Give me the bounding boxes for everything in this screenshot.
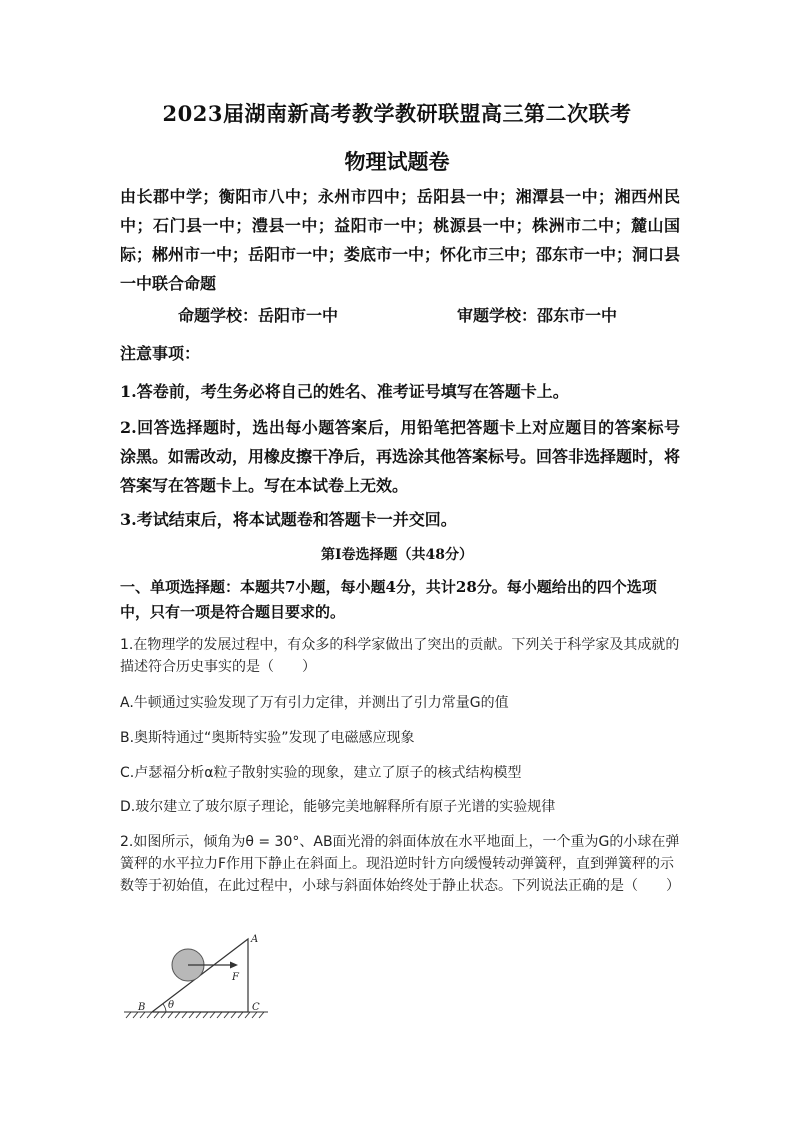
question-1-option-a: A.牛顿通过实验发现了万有引力定律，并测出了引力常量G的值	[120, 695, 509, 711]
ground-hatching	[124, 1012, 268, 1018]
question-1-stem: 1.在物理学的发展过程中，有众多的科学家做出了突出的贡献。下列关于科学家及其成就的描述符合历史事实的是（ ）	[120, 637, 680, 675]
incline-figure	[122, 932, 272, 1024]
question-2-stem: 2.如图所示，倾角为θ = 30°、AB面光滑的斜面体放在水平地面上，一个重为G的小球在弹簧秤的水平拉力F作用下静止在斜面上。现沿逆时针方向缓慢转动弹簧秤，直到弹簧秤的示数等于初始值，在此过程中，小球与斜面体始终处于静止状态。下列说法正确的是（ ）	[120, 834, 680, 894]
note-item-2: 2.回答选择题时，选出每小题答案后，用铅笔把答题卡上对应题目的答案标号涂黑。如需改动，用橡皮擦干净后，再选涂其他答案标号。回答非选择题时，将答案写在答题卡上。写在本试卷上无效。	[120, 418, 681, 495]
label-theta: θ	[168, 1000, 175, 1011]
label-c: C	[252, 1002, 260, 1013]
exam-title: 2023届湖南新高考教学教研联盟高三第二次联考	[162, 101, 632, 126]
proposer-school: 命题学校：岳阳市一中	[178, 306, 339, 325]
notes-heading: 注意事项：	[120, 344, 201, 363]
section-heading: 一、单项选择题：本题共7小题，每小题4分，共计28分。每小题给出的四个选项中，只有一项是符合题目要求的。	[120, 578, 657, 621]
note-item-1: 1.答卷前，考生务必将自己的姓名、准考证号填写在答题卡上。	[120, 382, 569, 401]
question-1-option-d: D.玻尔建立了玻尔原子理论，能够完美地解释所有原子光谱的实验规律	[120, 799, 556, 815]
angle-arc	[163, 1004, 166, 1012]
organizers-paragraph: 由长郡中学；衡阳市八中；永州市四中；岳阳县一中；湘潭县一中；湘西州民中；石门县一中；澧县一中；益阳市一中；桃源县一中；株洲市二中；麓山国际；郴州市一中；岳阳市一中；娄底市一中；怀化市三中；邵东市一中；洞口县一中联合命题	[120, 187, 681, 293]
question-1-option-b: B.奥斯特通过“奥斯特实验”发现了电磁感应现象	[120, 730, 415, 746]
reviewer-school: 审题学校：邵东市一中	[457, 306, 618, 325]
part-heading: 第Ⅰ卷选择题（共48分）	[320, 547, 474, 563]
label-a: A	[251, 934, 259, 945]
note-item-3: 3.考试结束后，将本试题卷和答题卡一并交回。	[120, 510, 457, 529]
force-arrow-head	[230, 962, 238, 969]
label-b: B	[138, 1002, 146, 1013]
exam-subtitle: 物理试题卷	[344, 149, 450, 174]
label-f: F	[232, 972, 239, 983]
question-1-option-c: C.卢瑟福分析α粒子散射实验的现象，建立了原子的核式结构模型	[120, 765, 522, 781]
